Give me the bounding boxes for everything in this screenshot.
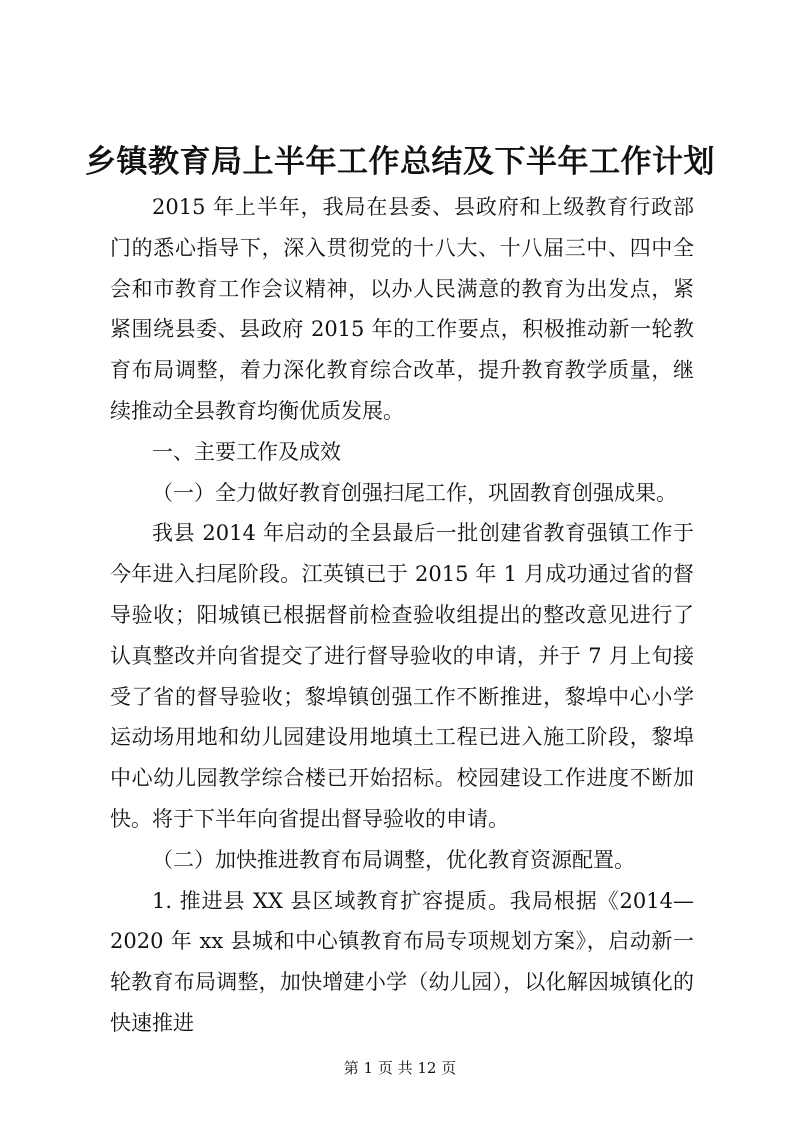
document-body: [110, 187, 694, 1044]
document-title: 乡镇教育局上半年工作总结及下半年工作计划: [85, 144, 715, 180]
page-footer: 第 1 页 共 12 页: [343, 1059, 457, 1077]
subsection-heading-2: （二）加快推进教育布局调整，优化教育资源配置。: [152, 847, 635, 872]
paragraph-intro: 2015 年上半年，我局在县委、县政府和上级教育行政部门的悉心指导下，深入贯彻党的十八大、十八届三中、四中全会和市教育工作会议精神，以办人民满意的教育为出发点，紧紧围绕县委、县政府 2015 年的工作要点，积极推动新一轮教育布局调整，着力深化教育综合改革，提升教育教学质量，继续推动全县教育均衡优质发展。: [110, 195, 694, 423]
paragraph-expansion: 1. 推进县 XX 县区域教育扩容提质。我局根据《2014—2020 年 xx 县城和中心镇教育布局专项规划方案》，启动新一轮教育布局调整，加快增建小学（幼儿园），以化解因城镇化的快速推进: [110, 888, 694, 1035]
section-heading-main-work: 一、主要工作及成效: [152, 439, 341, 464]
subsection-heading-1: （一）全力做好教育创强扫尾工作，巩固教育创强成果。: [152, 480, 677, 505]
paragraph-education-strong-towns: 我县 2014 年启动的全县最后一批创建省教育强镇工作于今年进入扫尾阶段。江英镇已于 2015 年 1 月成功通过省的督导验收；阳城镇已根据督前检查验收组提出的整改意见进行了认真整改并向省提交了进行督导验收的申请，并于 7 月上旬接受了省的督导验收；黎埠镇创强工作不断推进，黎埠中心小学运动场用地和幼儿园建设用地填土工程已进入施工阶段，黎埠中心幼儿园教学综合楼已开始招标。校园建设工作进度不断加快。将于下半年向省提出督导验收的申请。: [110, 521, 694, 831]
